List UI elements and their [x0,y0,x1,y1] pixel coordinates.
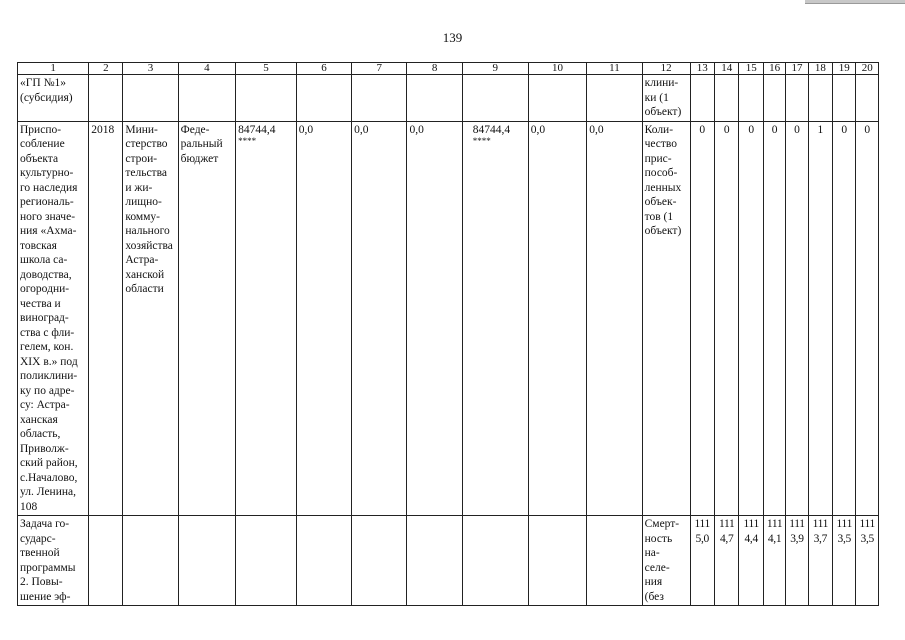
text-line: пособ- [644,167,678,179]
text-line: ханской [125,268,165,281]
col-header: 5 [236,63,297,75]
text-line: региональ- [20,196,74,208]
text-line: ский район, [20,457,78,469]
text-line: нального [125,225,170,237]
indicator-cell [642,75,690,122]
text-line: Мини- [125,123,158,136]
col-header: 18 [808,63,832,75]
table-row [18,516,879,606]
text-line: ральный [180,138,223,150]
col-header: 9 [462,63,528,75]
event-name-cell [18,75,89,122]
text-line: 2. Повы- [20,576,63,588]
text-line: на- [644,547,660,559]
indicator-value-cell: 1114,7 [714,516,738,606]
program-table [17,62,879,606]
text-line: объек- [644,196,677,208]
event-name-cell [18,121,89,516]
text-line: ки (1 [644,91,669,104]
indicator-value-cell: 1114,4 [739,516,763,606]
text-line: XIX в.» под [20,355,78,368]
indicator-value-cell: 1113,5 [833,516,856,606]
col-header: 14 [714,63,738,75]
text-line: Коли- [644,123,674,136]
text-line: хозяйства [125,239,173,252]
amount-cell: 0,0 [296,121,351,516]
text-line: объекта [20,152,59,165]
indicator-value-cell: 0 [786,121,808,516]
indicator-value-cell: 0 [714,121,738,516]
funding-source-cell [178,121,235,516]
text-line: шение эф- [20,590,71,603]
indicator-value-cell: 0 [763,121,785,516]
amount-cell: 0,0 [587,121,642,516]
text-line: селе- [644,561,670,574]
text-line: ность [644,532,673,545]
year-cell: 2018 [89,121,123,516]
indicator-value-cell: 1 [808,121,832,516]
col-header: 7 [352,63,407,75]
text-line: твенной [20,547,60,559]
text-line: чества и [20,297,61,310]
text-line: прис- [644,152,672,165]
text-line: доводства, [20,268,72,281]
col-header: 2 [89,63,123,75]
col-header: 17 [786,63,808,75]
text-line: собление [20,138,65,150]
text-line: виноград- [20,312,69,324]
executor-cell [123,121,178,516]
text-line: гелем, кон. [20,341,74,353]
indicator-value-cell: 1113,9 [786,516,808,606]
table-row [18,121,879,516]
text-line: 108 [20,500,38,513]
indicator-value-cell: 1115,0 [690,516,714,606]
col-header: 19 [833,63,856,75]
col-header: 13 [690,63,714,75]
text-line: (без [644,590,664,603]
table-row [18,75,879,122]
footnote-mark: **** [238,136,257,146]
indicator-cell [642,121,690,516]
text-line: комму- [125,210,161,223]
text-line: с.Началово, [20,471,78,484]
text-line: и жи- [125,181,153,194]
window-edge-bar [805,0,905,4]
text-line: Астра- [125,254,159,266]
col-header: 4 [178,63,235,75]
indicator-value-cell: 0 [690,121,714,516]
text-line: сударс- [20,532,56,545]
indicator-value-cell: 1113,7 [808,516,832,606]
header-row [18,63,879,75]
text-line: ного значе- [20,210,76,223]
text-line: «ГП №1» [20,77,67,89]
indicator-value-cell: 1114,1 [763,516,785,606]
text-line: огородни- [20,283,70,295]
text-line: Приволж- [20,442,69,455]
text-line: Приспо- [20,123,62,136]
text-line: Задача го- [20,518,70,530]
col-header: 16 [763,63,785,75]
text-line: ленных [644,181,682,194]
text-line: ку по адре- [20,384,75,397]
text-line: товская [20,239,57,252]
text-line: ханская [20,413,58,426]
col-header: 11 [587,63,642,75]
text-line: ства с фли- [20,326,75,339]
amount-cell: 0,0 [352,121,407,516]
indicator-value-cell: 0 [833,121,856,516]
year-amount-value: 84744,4 [472,123,511,136]
text-line: тельства [125,167,167,179]
col-header: 20 [856,63,879,75]
col-header: 6 [296,63,351,75]
total-amount-cell [236,121,297,516]
text-line: лищно- [125,196,162,208]
col-header: 15 [739,63,763,75]
amount-cell: 0,0 [528,121,587,516]
text-line: культурно- [20,167,74,179]
page-number: 139 [442,30,463,45]
footnote-mark: **** [472,136,491,146]
year-amount-cell [462,121,528,516]
text-line: чество [644,138,678,150]
text-line: программы [20,561,76,574]
text-line: ния «Ахма- [20,225,77,237]
task-name-cell [18,516,89,606]
amount-cell: 0,0 [407,121,462,516]
text-line: стерство [125,138,168,150]
text-line: объект) [644,106,682,118]
col-header: 8 [407,63,462,75]
indicator-value-cell: 0 [856,121,879,516]
text-line: школа са- [20,254,68,266]
text-line: Феде- [180,123,210,136]
text-line: область, [20,428,61,440]
text-line: Смерт- [644,518,680,530]
text-line: строи- [125,152,158,165]
text-line: ния [644,576,663,588]
text-line: объект) [644,225,682,237]
text-line: су: Астра- [20,399,70,411]
text-line: ул. Ленина, [20,486,77,498]
text-line: го наследия [20,181,78,194]
text-line: области [125,283,164,295]
total-amount-value: 84744,4 [238,123,276,136]
col-header: 3 [123,63,178,75]
text-line: бюджет [180,152,219,165]
indicator-value-cell: 0 [739,121,763,516]
indicator-value-cell: 1113,5 [856,516,879,606]
col-header: 1 [18,63,89,75]
text-line: клини- [644,77,679,89]
text-line: поликлини- [20,370,78,382]
col-header: 10 [528,63,587,75]
text-line: тов (1 [644,210,674,223]
indicator-cell [642,516,690,606]
col-header: 12 [642,63,690,75]
text-line: (субсидия) [20,91,73,104]
